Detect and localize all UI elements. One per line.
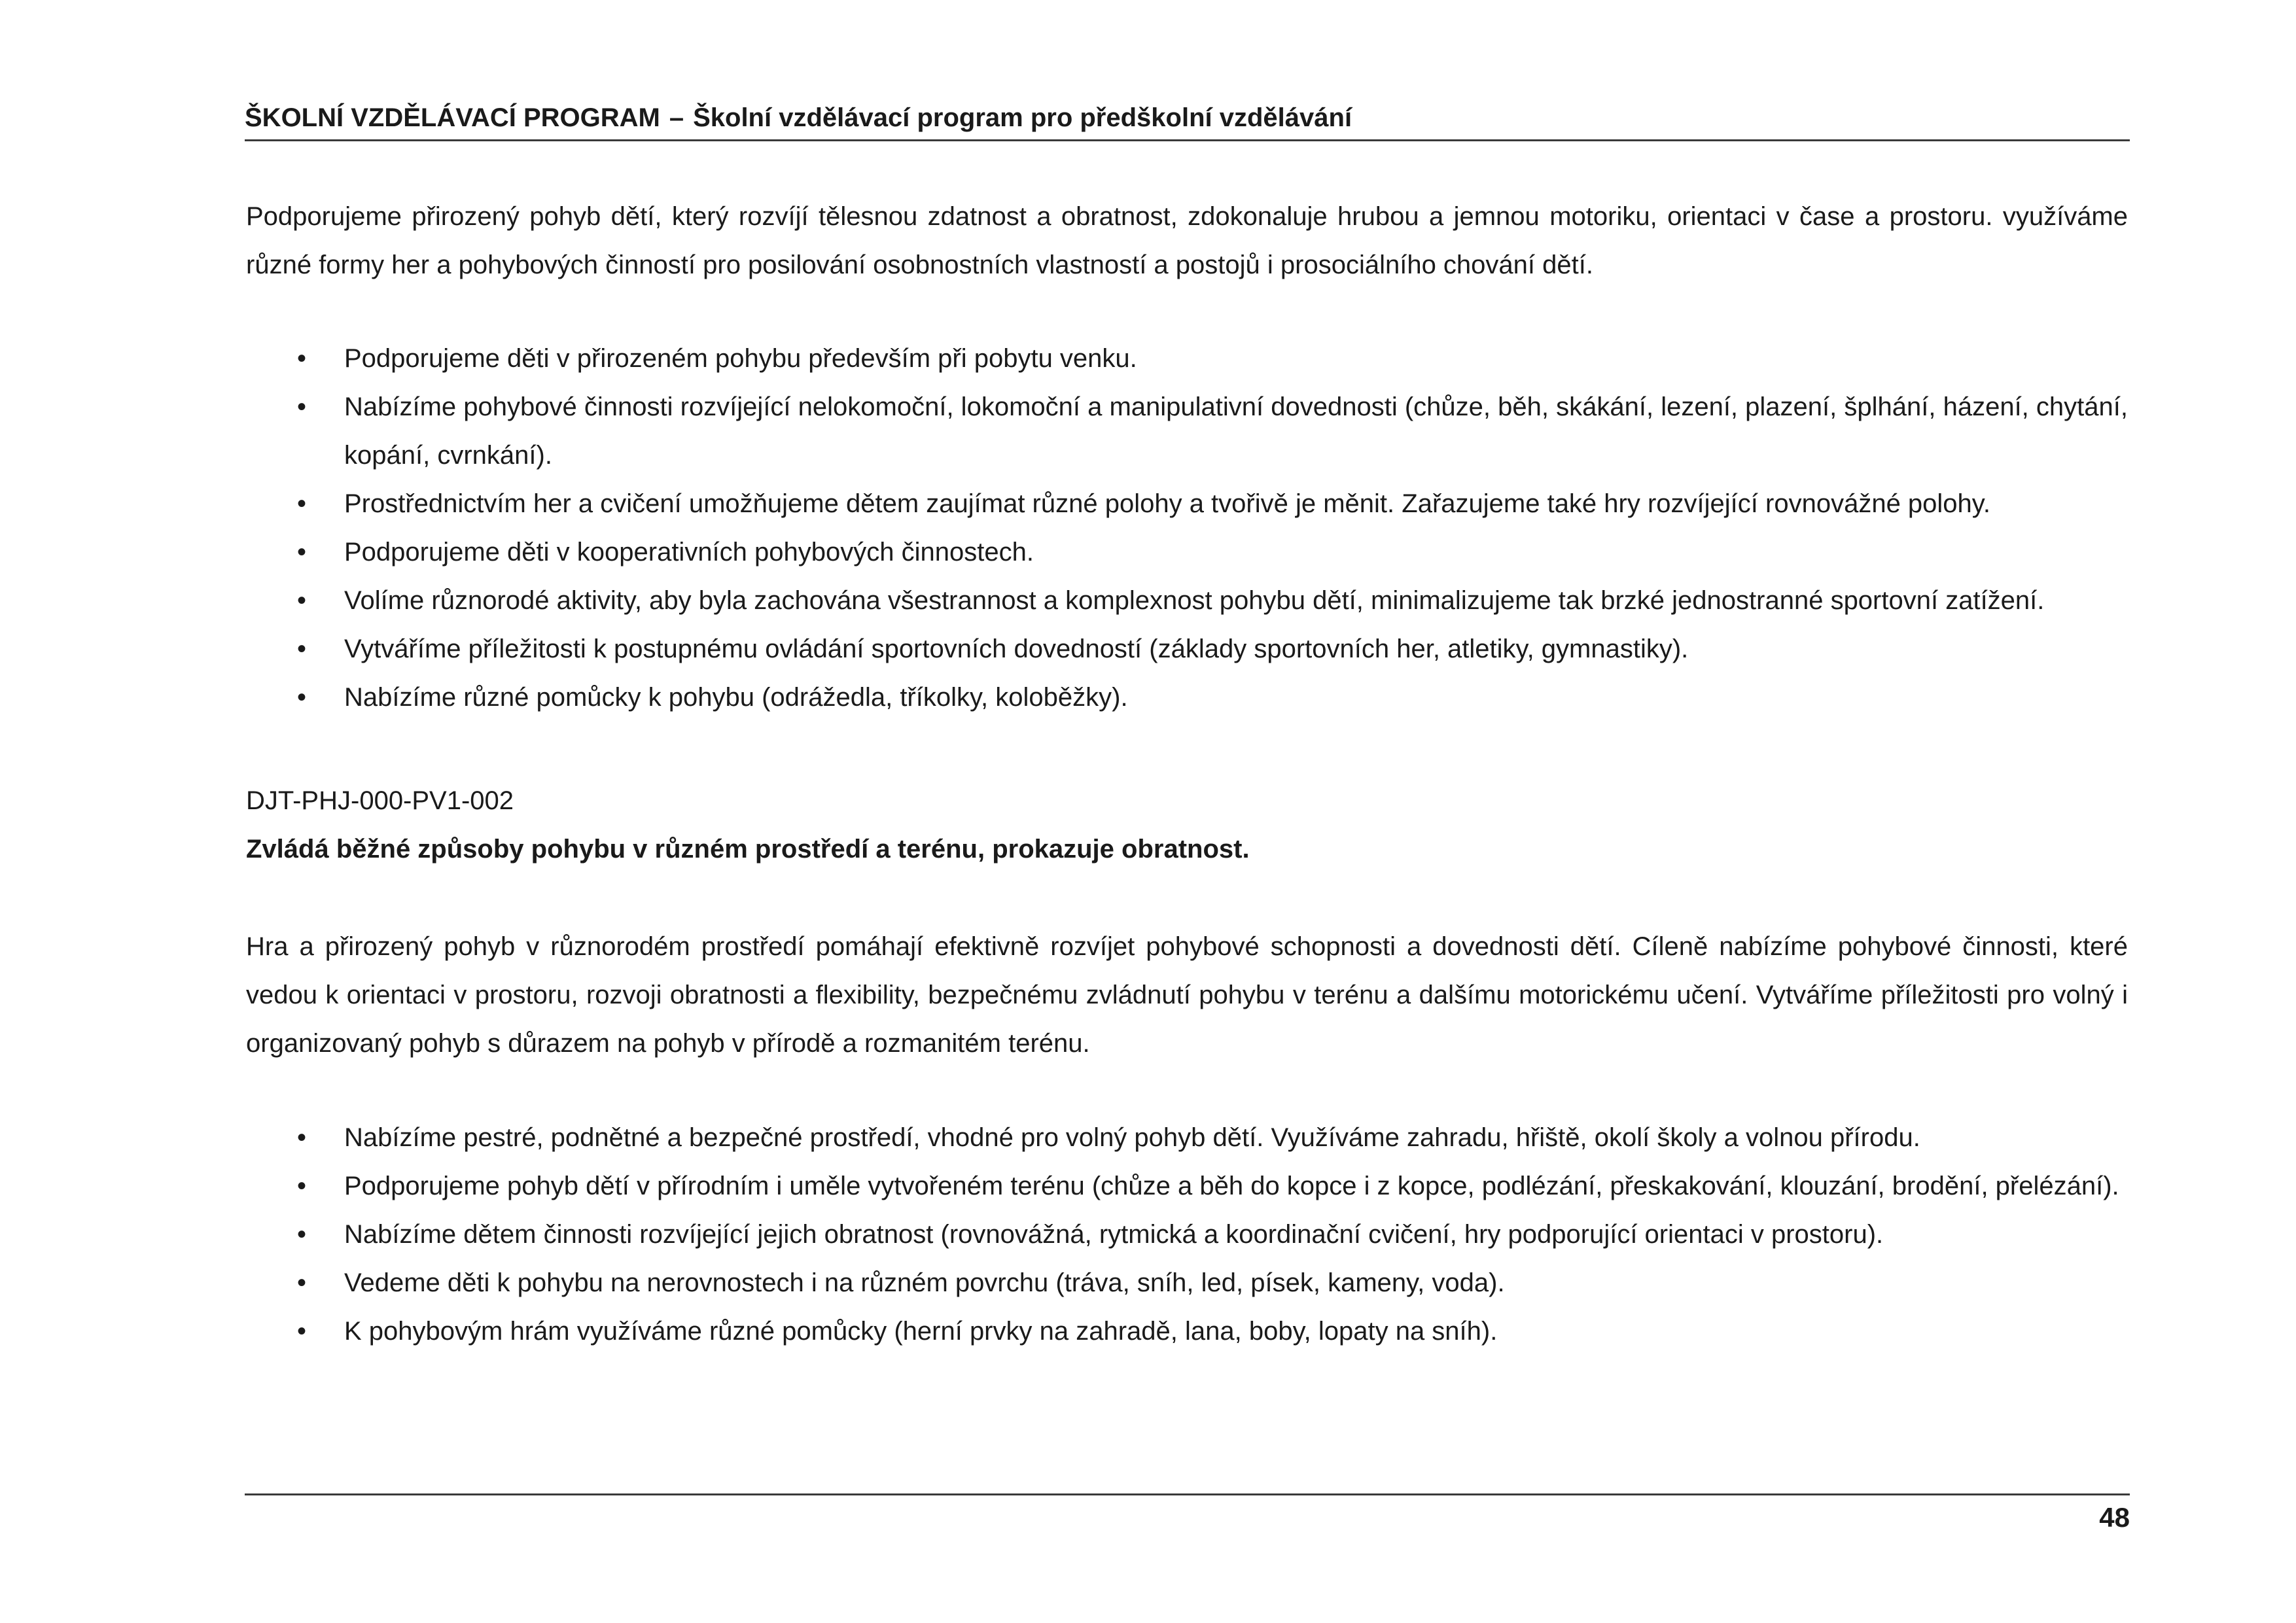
activity-list-2 <box>246 1113 2128 1355</box>
list-item <box>246 334 2128 383</box>
list-item-text: Vytváříme příležitosti k postupnému ovládání sportovních dovedností (základy sportovních her, atletiky, gymnastiky). <box>344 635 1689 663</box>
section-goal: Zvládá běžné způsoby pohybu v různém prostředí a terénu, prokazuje obratnost. <box>246 835 1250 864</box>
footer-rule <box>245 1493 2130 1495</box>
list-item <box>246 1307 2128 1355</box>
bullet-icon: • <box>297 1123 307 1152</box>
list-item-text: Podporujeme pohyb dětí v přírodním i uměle vytvořeném terénu (chůze a běh do kopce i z kopce, podlézání, přeskakování, klouzání, brodění, přelézání). <box>344 1172 2119 1200</box>
list-item <box>246 1259 2128 1307</box>
list-item-text: K pohybovým hrám využíváme různé pomůcky (herní prvky na zahradě, lana, boby, lopaty na sníh). <box>344 1317 1498 1346</box>
list-item-text: Podporujeme děti v kooperativních pohybových činnostech. <box>344 538 1034 567</box>
list-item-text: Nabízíme různé pomůcky k pohybu (odrážedla, tříkolky, koloběžky). <box>344 683 1128 712</box>
running-header <box>245 98 2130 137</box>
bullet-icon: • <box>297 1220 307 1249</box>
list-item <box>246 1210 2128 1259</box>
intro-paragraph: Podporujeme přirozený pohyb dětí, který rozvíjí tělesnou zdatnost a obratnost, zdokonaluje hrubou a jemnou motoriku, orientaci v čase a prostoru. využíváme různé formy her a pohybových činností pro posilování osobnostních vlastností a postojů i prosociálního chování dětí. <box>246 202 2128 279</box>
list-item <box>246 1162 2128 1210</box>
bullet-icon: • <box>297 683 307 712</box>
header-rule <box>245 139 2130 141</box>
list-item-text: Prostřednictvím her a cvičení umožňujeme dětem zaujímat různé polohy a tvořivě je měnit. Zařazujeme také hry rozvíjející rovnovážné polohy. <box>344 489 1990 518</box>
header-separator: – <box>669 103 684 132</box>
list-item <box>246 1113 2128 1162</box>
list-item <box>246 625 2128 673</box>
list-item <box>246 673 2128 722</box>
header-program-title: ŠKOLNÍ VZDĚLÁVACÍ PROGRAM <box>245 103 660 132</box>
section-code: DJT-PHJ-000-PV1-002 <box>246 786 514 815</box>
list-item <box>246 576 2128 625</box>
bullet-icon: • <box>297 344 307 373</box>
list-item-text: Nabízíme pestré, podnětné a bezpečné prostředí, vhodné pro volný pohyb dětí. Využíváme zahradu, hřiště, okolí školy a volnou přírodu. <box>344 1123 1920 1152</box>
list-item-text: Nabízíme dětem činnosti rozvíjející jejich obratnost (rovnovážná, rytmická a koordinační cvičení, hry podporující orientaci v prostoru). <box>344 1220 1884 1249</box>
bullet-icon: • <box>297 538 307 567</box>
list-item-text: Volíme různorodé aktivity, aby byla zachována všestrannost a komplexnost pohybu dětí, minimalizujeme tak brzké jednostranné sportovní zatížení. <box>344 586 2045 615</box>
activity-list-1 <box>246 334 2128 722</box>
list-item-text: Podporujeme děti v přirozeném pohybu především při pobytu venku. <box>344 344 1137 373</box>
bullet-icon: • <box>297 1317 307 1346</box>
bullet-icon: • <box>297 586 307 615</box>
bullet-icon: • <box>297 1268 307 1297</box>
bullet-icon: • <box>297 393 307 421</box>
bullet-icon: • <box>297 635 307 663</box>
section-paragraph: Hra a přirozený pohyb v různorodém prostředí pomáhají efektivně rozvíjet pohybové schopnosti a dovednosti dětí. Cíleně nabízíme pohybové činnosti, které vedou k orientaci v prostoru, rozvoji obratnosti a flexibility, bezpečnému zvládnutí pohybu v terénu a dalšímu motorickému učení. Vytváříme příležitosti pro volný i organizovaný pohyb s důrazem na pohyb v přírodě a rozmanitém terénu. <box>246 932 2128 1058</box>
page-number: 48 <box>2099 1502 2130 1533</box>
list-item <box>246 383 2128 480</box>
list-item-text: Vedeme děti k pohybu na nerovnostech i na různém povrchu (tráva, sníh, led, písek, kameny, voda). <box>344 1268 1505 1297</box>
list-item <box>246 480 2128 528</box>
list-item-text: Nabízíme pohybové činnosti rozvíjející nelokomoční, lokomoční a manipulativní dovednosti (chůze, běh, skákání, lezení, plazení, šplhání, házení, chytání, kopání, cvrnkání). <box>344 393 2128 470</box>
list-item <box>246 528 2128 576</box>
bullet-icon: • <box>297 489 307 518</box>
header-program-subtitle: Školní vzdělávací program pro předškolní vzdělávání <box>693 103 1352 132</box>
bullet-icon: • <box>297 1172 307 1200</box>
